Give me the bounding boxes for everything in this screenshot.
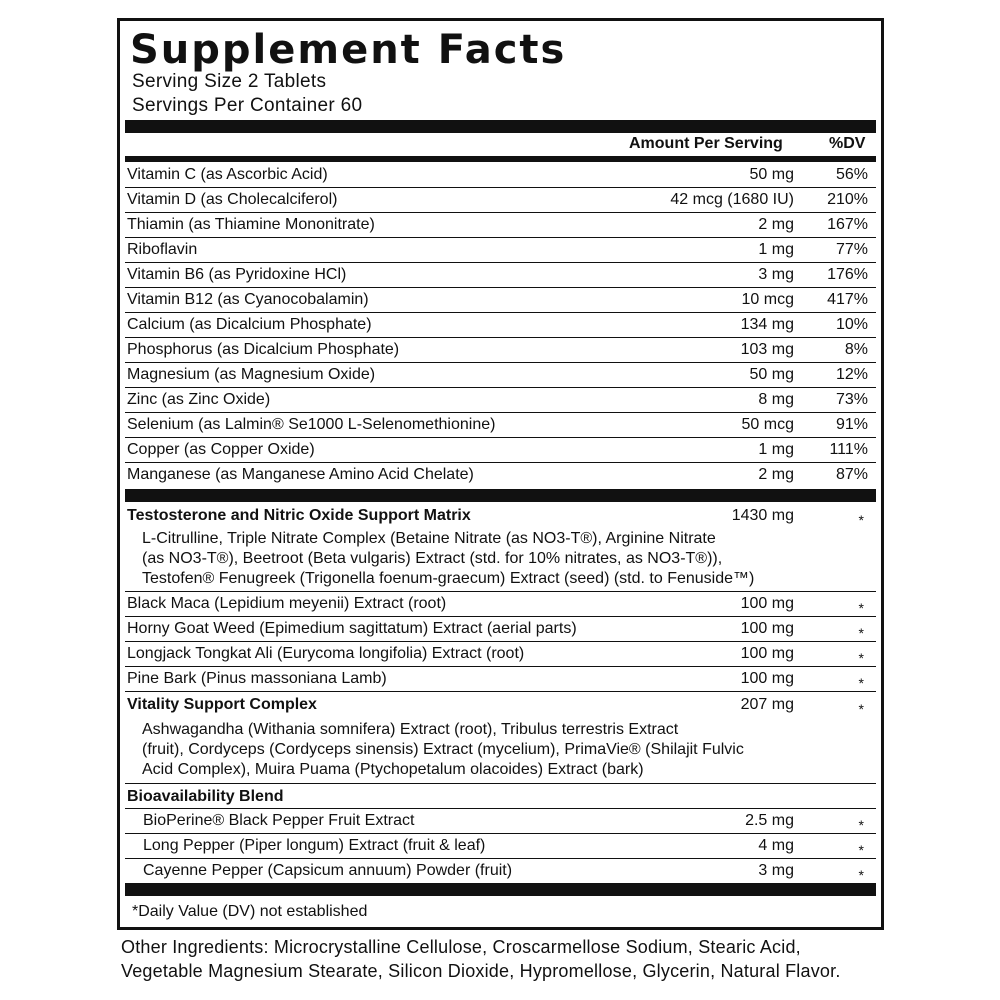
thick-divider: [125, 120, 876, 133]
servings-per-container: Servings Per Container 60: [132, 95, 363, 116]
row-divider: [125, 212, 876, 213]
matrix-description: L-Citrulline, Triple Nitrate Complex (Betaine Nitrate (as NO3-T®), Arginine Nitrate (as NO3-T®), Beetroot (Beta vulgaris) Extract (std. for 10% nitrates, as NO3-T®)), Testofen® Fenugreek (Trigonella foenum-graecum) Extract (seed) (std. to Fenuside™): [142, 530, 755, 587]
header-divider: [125, 156, 876, 162]
row-divider: [125, 462, 876, 463]
row-divider: [125, 666, 876, 667]
amount-header: Amount Per Serving: [629, 135, 783, 152]
row-divider: [125, 437, 876, 438]
row-divider: [125, 641, 876, 642]
row-divider: [125, 312, 876, 313]
row-divider: [125, 783, 876, 784]
row-divider: [125, 858, 876, 859]
panel-title: Supplement Facts: [130, 27, 567, 73]
row-divider: [125, 262, 876, 263]
footnote: *Daily Value (DV) not established: [132, 903, 368, 920]
row-divider: [125, 833, 876, 834]
section-divider: [125, 489, 876, 502]
row-divider: [125, 287, 876, 288]
row-divider: [125, 616, 876, 617]
supplement-facts-panel: Supplement Facts Serving Size 2 Tablets Servings Per Container 60 Amount Per Serving %DV Vitamin C (as Ascorbic Acid) 50 mg 56% Vitamin D (as Cholecalciferol) 42 mcg (1680 IU) 210% Thiamin (as Thiamine Mononitrate) 2 mg 167% Riboflavin 1 mg 77% Vitamin B6 (as Pyridoxine HCl) 3 mg 176% Vitamin B12 (as Cyanocobalamin) 10 mcg 417% Calcium (as Dicalcium Phosphate) 134 mg 10% Phosphorus (as Dicalcium Phosphate) 103 mg 8% Magnesium (as Magnesium Oxide) 50 mg 12% Zinc (as Zinc Oxide) 8 mg 73% Selenium (as Lalmin® Se1000 L-Selenomethionine) 50 mcg 91% Copper (as Copper Oxide) 1 mg 111% Manganese (as Manganese Amino Acid Chelate) 2 mg 87% Testosterone and Nitric Oxide Support Matrix 1430 mg * L-Citrulline, Triple Nitrate Complex (Betaine Nitrate (as NO3-T®), Arginine Nitrate (as NO3-T®), Beetroot (Beta vulgaris) Extract (std. for 10% nitrates, as NO3-T®)), Testofen® Fenugreek (Trigonella foenum-graecum) Extract (seed) (std. to Fenuside™) Black Maca (Lepidium meyenii) Extract (root) 100 mg * Horny Goat Weed (Epimedium sagittatum) Extract (aerial parts) 100 mg * Longjack Tongkat Ali (Eurycoma longifolia) Extract (root) 100 mg * Pine Bark (Pinus massoniana Lamb) 100 mg * Vitality Support Complex 207 mg * Ashwagandha (Withania somnifera) Extract (root), Tribulus terrestris Extract (fruit), Cordyceps (Cordyceps sinensis) Extract (mycelium), PrimaVie® (Shilajit Fulvic Acid Complex), Muira Puama (Ptychopetalum olacoides) Extract (bark) Bioavailability Blend BioPerine® Black Pepper Fruit Extract 2.5 mg * Long Pepper (Piper longum) Extract (fruit & leaf) 4 mg * Cayenne Pepper (Capsicum annuum) Powder (fruit) 3 mg * *Daily Value (DV) not established: [117, 18, 884, 930]
row-divider: [125, 691, 876, 692]
vitality-description: Ashwagandha (Withania somnifera) Extract (root), Tribulus terrestris Extract (fruit), Cordyceps (Cordyceps sinensis) Extract (mycelium), PrimaVie® (Shilajit Fulvic Acid Complex), Muira Puama (Ptychopetalum olacoides) Extract (bark): [142, 721, 744, 778]
dv-header: %DV: [829, 135, 866, 152]
row-divider: [125, 337, 876, 338]
serving-size: Serving Size 2 Tablets: [132, 71, 327, 92]
row-divider: [125, 387, 876, 388]
row-divider: [125, 591, 876, 592]
row-divider: [125, 187, 876, 188]
row-divider: [125, 808, 876, 809]
row-divider: [125, 362, 876, 363]
bottom-divider: [125, 883, 876, 896]
row-divider: [125, 412, 876, 413]
row-divider: [125, 237, 876, 238]
other-ingredients: Other Ingredients: Microcrystalline Cellulose, Croscarmellose Sodium, Stearic Acid, Vegetable Magnesium Stearate, Silicon Dioxide, Hypromellose, Glycerin, Natural Flavor.: [121, 937, 841, 981]
